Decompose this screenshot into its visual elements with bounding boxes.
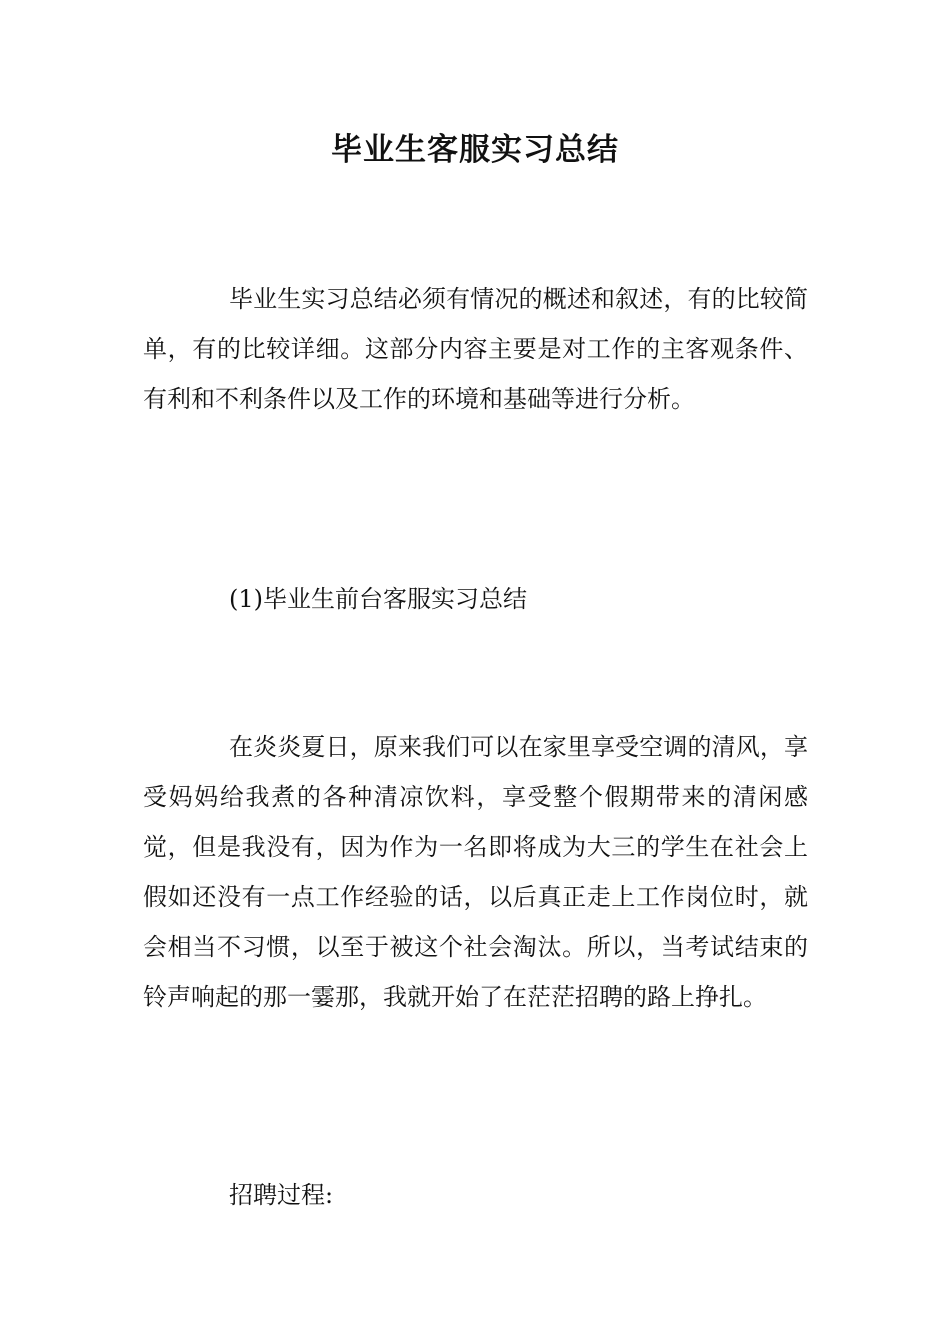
document-title: 毕业生客服实习总结 <box>331 132 619 168</box>
section-heading: (1)毕业生前台客服实习总结 <box>229 585 527 613</box>
paragraph-body: 在炎炎夏日，原来我们可以在家里享受空调的清风，享受妈妈给我煮的各种清凉饮料，享受整个假期带来的清闲感觉，但是我没有，因为作为一名即将成为大三的学生在社会上假如还没有一点工作经验的话，以后真正走上工作岗位时，就会相当不习惯，以至于被这个社会淘汰。所以，当考试结束的铃声响起的那一霎那，我就开始了在茫茫招聘的路上挣扎。 <box>143 733 808 1011</box>
paragraph-intro: 毕业生实习总结必须有情况的概述和叙述，有的比较简单，有的比较详细。这部分内容主要是对工作的主客观条件、有利和不利条件以及工作的环境和基础等进行分析。 <box>143 285 808 413</box>
subsection-heading: 招聘过程: <box>229 1181 334 1209</box>
